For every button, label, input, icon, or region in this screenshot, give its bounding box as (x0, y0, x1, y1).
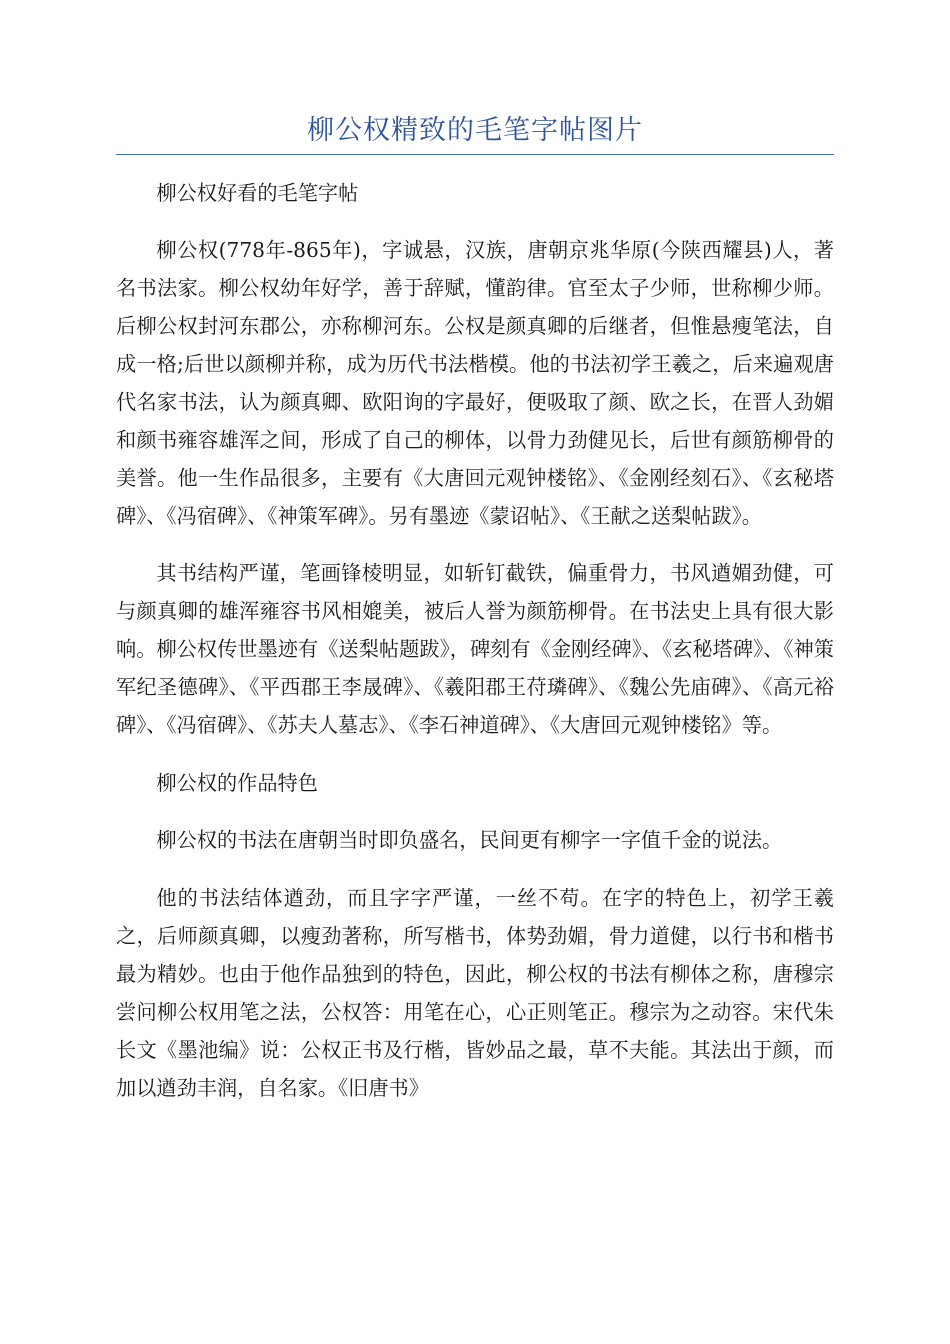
document-page (116, 108, 834, 1107)
paragraph-reputation: 柳公权的书法在唐朝当时即负盛名，民间更有柳字一字值千金的说法。 (156, 828, 783, 852)
paragraph-biography: 柳公权(778年-865年)，字诚悬，汉族，唐朝京兆华原(今陕西耀县)人，著名书法家。柳公权幼年好学，善于辞赋，懂韵律。官至太子少师，世称柳少师。后柳公权封河东郡公，亦称柳河东。公权是颜真卿的后继者，但惟悬瘦笔法，自成一格;后世以颜柳并称，成为历代书法楷模。他的书法初学王羲之，后来遍观唐代名家书法，认为颜真卿、欧阳询的字最好，便吸取了颜、欧之长，在晋人劲媚和颜书雍容雄浑之间，形成了自己的柳体，以骨力劲健见长，后世有颜筋柳骨的美誉。他一生作品很多，主要有《大唐回元观钟楼铭》、《金刚经刻石》、《玄秘塔碑》、《冯宿碑》、《神策军碑》。另有墨迹《蒙诏帖》、《王献之送梨帖跋》。 (116, 238, 834, 528)
document-title: 柳公权精致的毛笔字帖图片 (307, 115, 643, 146)
section-heading-work-features: 柳公权的作品特色 (156, 771, 318, 795)
section-heading-beautiful-copybook: 柳公权好看的毛笔字帖 (156, 181, 359, 205)
title-underline (116, 154, 834, 155)
paragraph-style-details: 他的书法结体遒劲，而且字字严谨，一丝不苟。在字的特色上，初学王羲之，后师颜真卿，以瘦劲著称，所写楷书，体势劲媚，骨力道健，以行书和楷书最为精妙。也由于他作品独到的特色，因此，柳公权的书法有柳体之称，唐穆宗尝问柳公权用笔之法，公权答：用笔在心，心正则笔正。穆宗为之动容。宋代朱长文《墨池编》说：公权正书及行楷，皆妙品之最，草不夫能。其法出于颜，而加以遒劲丰润，自名家。《旧唐书》 (116, 886, 834, 1100)
paragraph-structure-and-works: 其书结构严谨，笔画锋棱明显，如斩钉截铁，偏重骨力，书风遒媚劲健，可与颜真卿的雄浑雍容书风相媲美，被后人誉为颜筋柳骨。在书法史上具有很大影响。柳公权传世墨迹有《送梨帖题跋》，碑刻有《金刚经碑》、《玄秘塔碑》、《神策军纪圣德碑》、《平西郡王李晟碑》、《羲阳郡王苻璘碑》、《魏公先庙碑》、《高元裕碑》、《冯宿碑》、《苏夫人墓志》、《李石神道碑》、《大唐回元观钟楼铭》等。 (116, 561, 834, 737)
